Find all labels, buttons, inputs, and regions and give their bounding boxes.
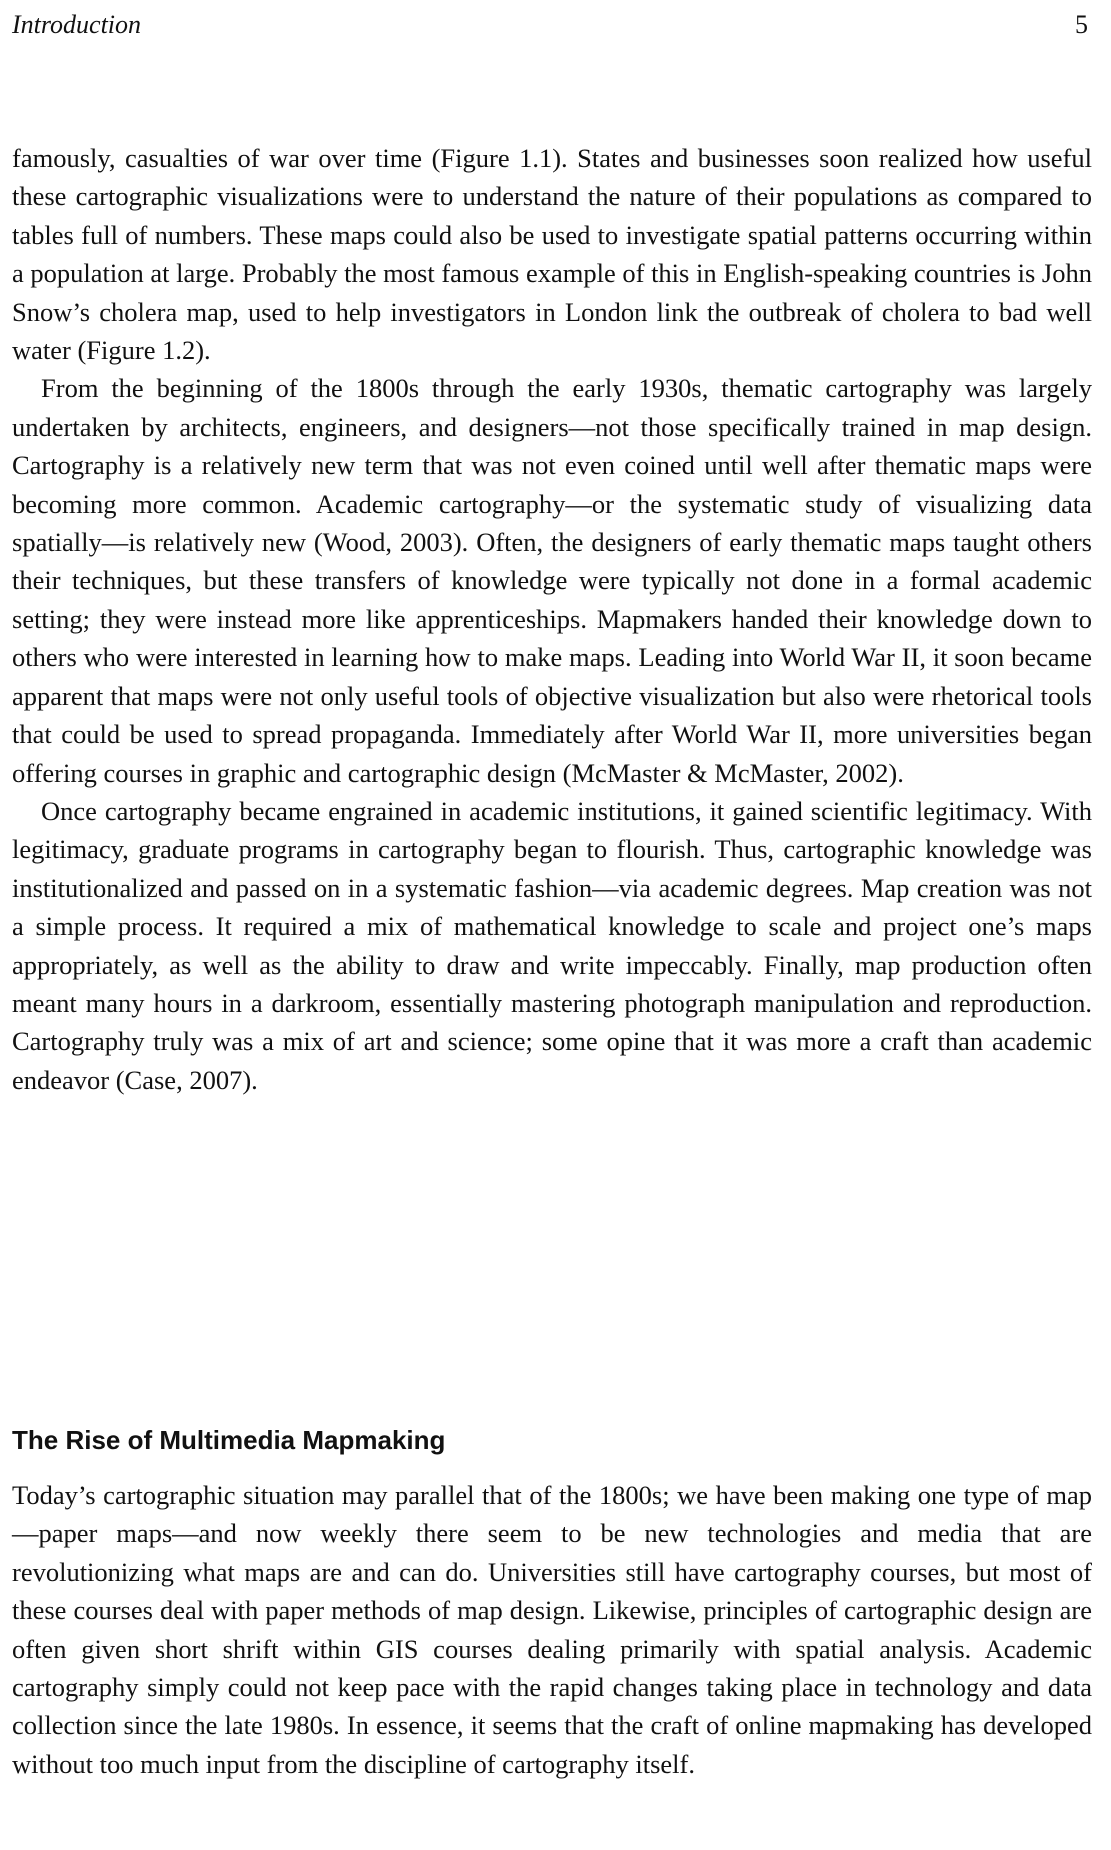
body-text bbox=[12, 139, 1092, 1099]
paragraph: Today’s cartographic situation may parallel that of the 1800s; we have been making one type of map—paper maps—and now weekly there seem to be new technologies and media that are revolutionizing what maps are and can do. Universities still have cartography courses, but most of these courses deal with paper methods of map design. Likewise, principles of cartographic design are often given short shrift within GIS courses dealing primarily with spatial analysis. Academic cartography simply could not keep pace with the rapid changes taking place in technology and data collection since the late 1980s. In essence, it seems that the craft of online mapmaking has developed without too much input from the discipline of cartography itself. bbox=[12, 1480, 1092, 1779]
section-heading: The Rise of Multimedia Mapmaking bbox=[12, 1425, 446, 1455]
paragraph: From the beginning of the 1800s through the early 1930s, thematic cartography was largely undertaken by architects, engineers, and designers—not those specifically trained in map design. Cartography is a relatively new term that was not even coined until well after thematic maps were becoming more common. Academic cartography—or the systematic study of visualizing data spatially—is relatively new (Wood, 2003). Often, the designers of early thematic maps taught others their techniques, but these transfers of knowledge were typically not done in a formal academic setting; they were instead more like apprenticeships. Mapmakers handed their knowledge down to others who were interested in learning how to make maps. Leading into World War II, it soon became apparent that maps were not only useful tools of objective visualization but also were rhetorical tools that could be used to spread propaganda. Immediately after World War II, more universities began offering courses in graphic and cartographic design (McMaster & McMaster, 2002). bbox=[12, 373, 1092, 788]
paragraph: Once cartography became engrained in academic institutions, it gained scientific legitimacy. With legitimacy, graduate programs in cartography began to flourish. Thus, cartographic knowledge was institutionalized and passed on in a systematic fashion—via academic degrees. Map creation was not a simple process. It required a mix of mathematical knowledge to scale and project one’s maps appropriately, as well as the ability to draw and write impeccably. Finally, map production often meant many hours in a darkroom, essentially mastering photograph manipulation and reproduction. Cartography truly was a mix of art and science; some opine that it was more a craft than academic endeavor (Case, 2007). bbox=[12, 795, 1092, 1095]
section-text bbox=[12, 1476, 1092, 1783]
running-title: Introduction bbox=[12, 10, 142, 39]
running-header bbox=[12, 8, 1092, 42]
page-number: 5 bbox=[1075, 10, 1088, 39]
paragraph: famously, casualties of war over time (Figure 1.1). States and businesses soon realized how useful these cartographic visualizations were to understand the nature of their populations as compared to tables full of numbers. These maps could also be used to investigate spatial patterns occurring within a population at large. Probably the most famous example of this in English-speaking countries is John Snow’s cholera map, used to help investigators in London link the outbreak of cholera to bad well water (Figure 1.2). bbox=[12, 143, 1092, 366]
